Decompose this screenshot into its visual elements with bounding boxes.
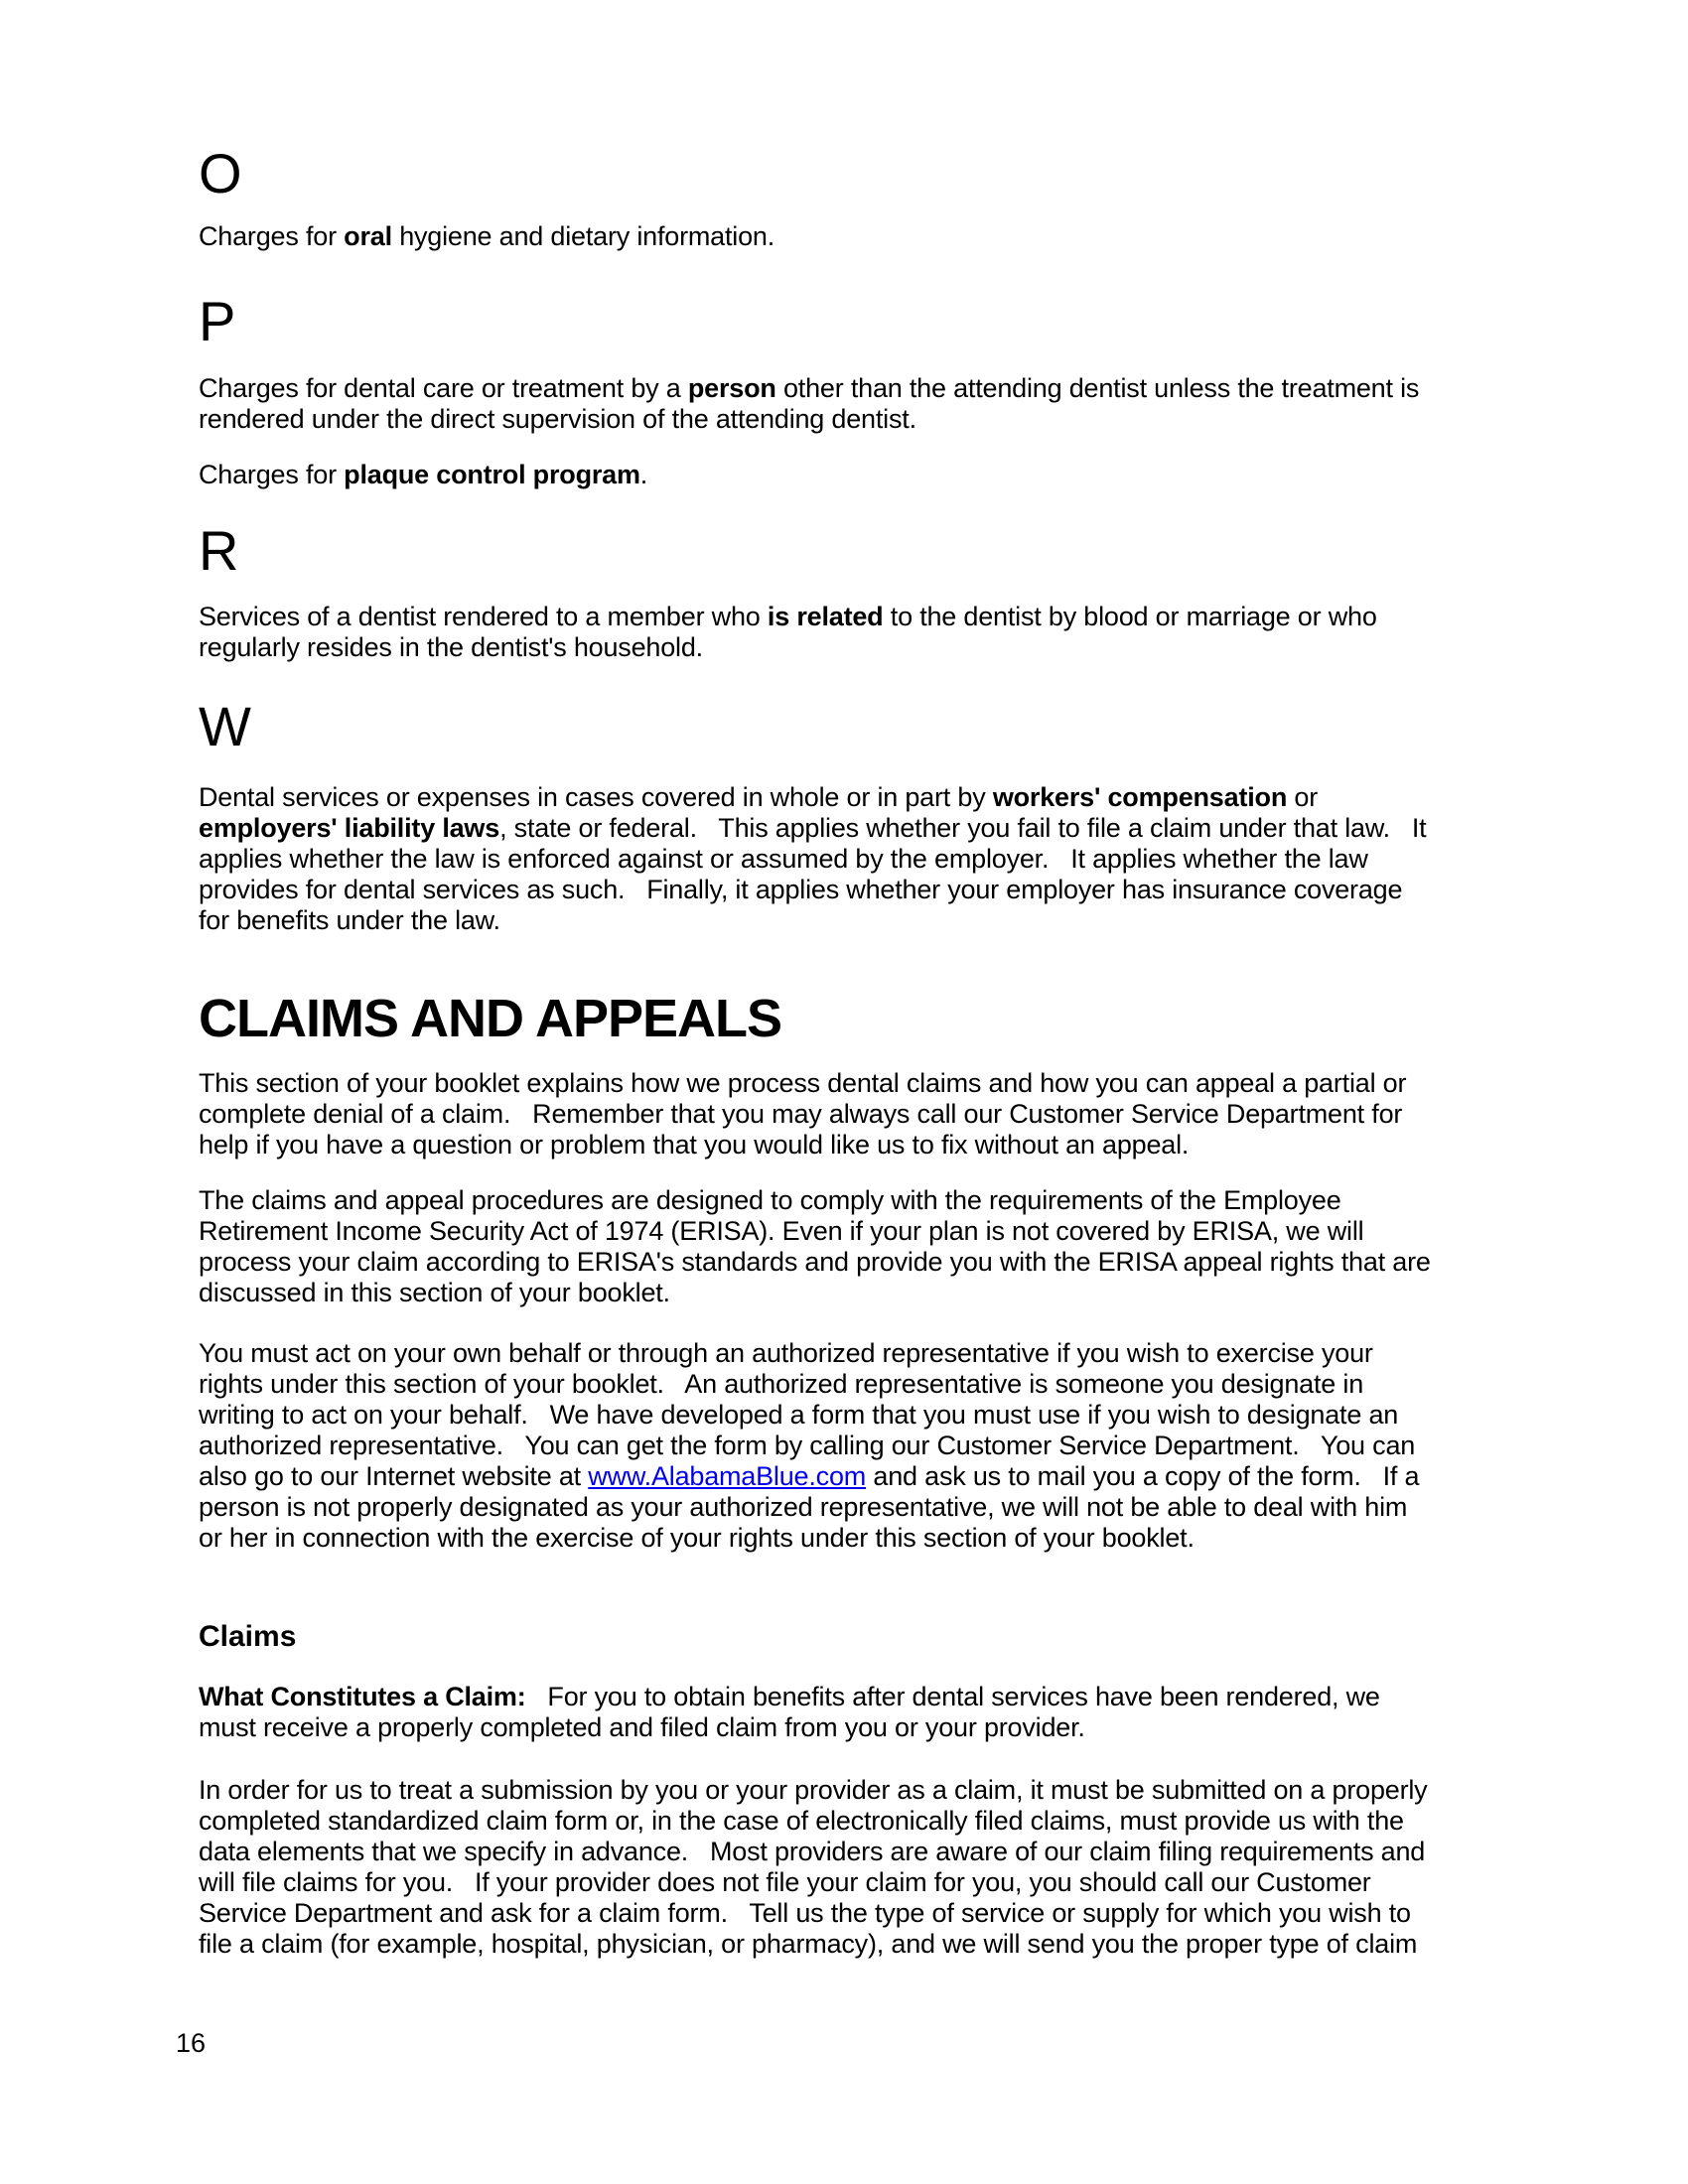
text-run: For you to obtain benefits after dental services have been rendered, we xyxy=(525,1682,1380,1711)
text-run: for benefits under the law. xyxy=(199,905,500,935)
text-run: plaque control program xyxy=(344,460,640,489)
text-run: data elements that we specify in advance. Most providers are aware of our claim filing requirements and xyxy=(199,1837,1426,1866)
text-run: Service Department and ask for a claim form. Tell us the type of service or supply for which you wish to xyxy=(199,1898,1411,1928)
text-line xyxy=(199,1278,1431,1308)
text-line xyxy=(199,404,1419,435)
text-run: process your claim according to ERISA's standards and provide you with the ERISA appeal rights that are xyxy=(199,1247,1431,1277)
text-line xyxy=(199,1712,1380,1743)
text-line xyxy=(199,1682,1380,1712)
text-run: hygiene and dietary information. xyxy=(391,221,775,251)
text-run: provides for dental services as such. Finally, it applies whether your employer has insurance coverage xyxy=(199,875,1403,904)
text-line xyxy=(199,1461,1419,1492)
glossary-p-paragraph-1 xyxy=(199,373,1419,435)
text-run: . xyxy=(639,460,648,489)
text-run: oral xyxy=(344,221,392,251)
glossary-letter-heading-o: O xyxy=(199,142,242,205)
text-run: regularly resides in the dentist's household. xyxy=(199,632,703,662)
text-line xyxy=(199,632,1377,663)
what-constitutes-a-claim-paragraph xyxy=(199,1682,1380,1743)
text-line xyxy=(199,373,1419,404)
text-line xyxy=(199,1898,1427,1929)
text-run: and ask us to mail you a copy of the form. If a xyxy=(866,1461,1420,1491)
text-run: will file claims for you. If your provider does not file your claim for you, you should call our Customer xyxy=(199,1867,1371,1897)
text-run: What Constitutes a Claim: xyxy=(199,1682,526,1711)
text-line xyxy=(199,1068,1406,1099)
text-run: This section of your booklet explains how we process dental claims and how you can appeal a partial or xyxy=(199,1068,1407,1098)
text-run: completed standardized claim form or, in the case of electronically filed claims, must provide us with the xyxy=(199,1806,1404,1836)
text-run: to the dentist by blood or marriage or who xyxy=(883,602,1377,631)
glossary-w-paragraph xyxy=(199,782,1426,936)
glossary-p-paragraph-2 xyxy=(199,460,647,490)
text-line xyxy=(199,1523,1419,1554)
text-run: In order for us to treat a submission by you or your provider as a claim, it must be submitted on a properly xyxy=(199,1775,1428,1805)
text-line xyxy=(199,1775,1427,1806)
text-line xyxy=(199,875,1426,905)
claims-and-appeals-intro-paragraph xyxy=(199,1068,1406,1160)
text-line xyxy=(199,1369,1419,1400)
text-run: workers' compensation xyxy=(992,782,1288,812)
text-run: , state or federal. This applies whether you fail to file a claim under that law. It xyxy=(499,813,1427,843)
glossary-o-paragraph xyxy=(199,221,774,252)
glossary-letter-heading-p: P xyxy=(199,290,236,352)
authorized-representative-paragraph xyxy=(199,1338,1419,1554)
text-run: person xyxy=(687,373,776,403)
text-run: or her in connection with the exercise of your rights under this section of your booklet. xyxy=(199,1523,1195,1553)
text-line xyxy=(199,1837,1427,1867)
text-line xyxy=(199,1806,1427,1837)
glossary-letter-heading-w: W xyxy=(199,695,251,757)
text-run: is related xyxy=(767,602,884,631)
text-run: file a claim (for example, hospital, physician, or pharmacy), and we will send you the proper type of claim xyxy=(199,1929,1418,1959)
text-line xyxy=(199,782,1426,813)
text-run: Retirement Income Security Act of 1974 (ERISA). Even if your plan is not covered by ERISA, we will xyxy=(199,1216,1364,1246)
claims-and-appeals-heading: CLAIMS AND APPEALS xyxy=(199,989,782,1048)
text-run: complete denial of a claim. Remember that you may always call our Customer Service Department for xyxy=(199,1099,1403,1129)
text-run: also go to our Internet website at xyxy=(199,1461,589,1491)
text-run: rights under this section of your booklet. An authorized representative is someone you designate in xyxy=(199,1369,1364,1399)
text-run: authorized representative. You can get the form by calling our Customer Service Department. You can xyxy=(199,1431,1416,1460)
text-line xyxy=(199,1130,1406,1160)
glossary-r-paragraph xyxy=(199,602,1377,663)
text-run: The claims and appeal procedures are designed to comply with the requirements of the Employee xyxy=(199,1185,1341,1215)
text-run: employers' liability laws xyxy=(199,813,500,843)
text-line xyxy=(199,221,774,252)
claims-subheading: Claims xyxy=(199,1620,297,1653)
text-run: Charges for dental care or treatment by a xyxy=(199,373,688,403)
text-line xyxy=(199,813,1426,844)
text-line xyxy=(199,1492,1419,1523)
text-line xyxy=(199,1867,1427,1898)
text-line xyxy=(199,905,1426,936)
text-run: writing to act on your behalf. We have developed a form that you must use if you wish to designate an xyxy=(199,1400,1399,1430)
text-line xyxy=(199,1099,1406,1130)
glossary-letter-heading-r: R xyxy=(199,519,239,582)
text-run: help if you have a question or problem that you would like us to fix without an appeal. xyxy=(199,1130,1190,1160)
text-line xyxy=(199,1216,1431,1247)
text-run: applies whether the law is enforced against or assumed by the employer. It applies whether the law xyxy=(199,844,1368,874)
text-line xyxy=(199,1929,1427,1960)
text-run: must receive a properly completed and filed claim from you or your provider. xyxy=(199,1712,1085,1742)
text-run: Dental services or expenses in cases covered in whole or in part by xyxy=(199,782,993,812)
text-run: discussed in this section of your booklet. xyxy=(199,1278,670,1307)
text-line xyxy=(199,1431,1419,1461)
text-run: Charges for xyxy=(199,221,345,251)
text-line xyxy=(199,1400,1419,1431)
page-number: 16 xyxy=(176,2028,207,2058)
erisa-paragraph xyxy=(199,1185,1431,1308)
text-line xyxy=(199,460,647,490)
claim-submission-paragraph xyxy=(199,1775,1427,1960)
text-run: Charges for xyxy=(199,460,345,489)
text-run: person is not properly designated as your authorized representative, we will not be able to deal with him xyxy=(199,1492,1408,1522)
text-run: Services of a dentist rendered to a member who xyxy=(199,602,768,631)
text-line xyxy=(199,844,1426,875)
text-run: other than the attending dentist unless the treatment is xyxy=(775,373,1420,403)
text-line xyxy=(199,1185,1431,1216)
alabamablue-link[interactable]: www.AlabamaBlue.com xyxy=(588,1461,867,1491)
text-run: or xyxy=(1287,782,1319,812)
text-run: rendered under the direct supervision of the attending dentist. xyxy=(199,404,916,434)
text-line xyxy=(199,1247,1431,1278)
text-line xyxy=(199,1338,1419,1369)
text-line xyxy=(199,602,1377,632)
text-run: You must act on your own behalf or through an authorized representative if you wish to exercise your xyxy=(199,1338,1373,1368)
